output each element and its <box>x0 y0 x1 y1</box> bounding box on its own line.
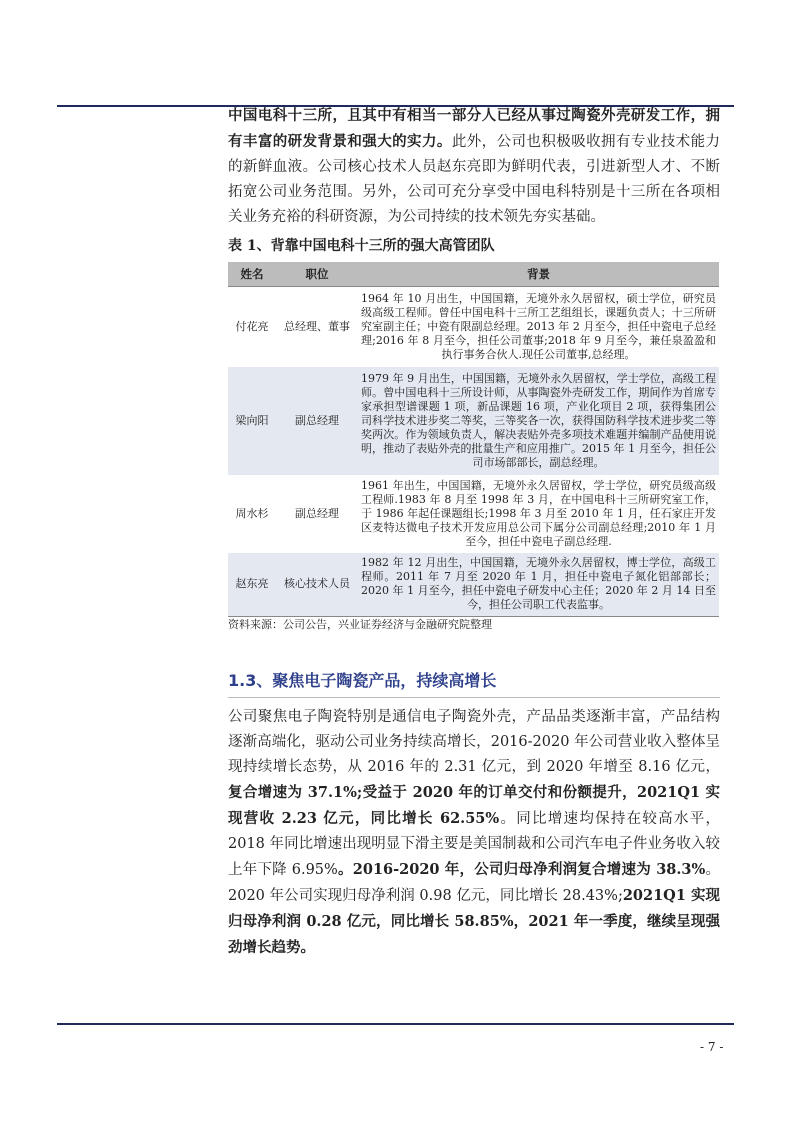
header-background: 背景 <box>358 262 719 287</box>
growth-text-3: 。2020 年公司实现归母净利润 0.98 亿元，同比增长 28.43%; <box>228 862 721 904</box>
table-caption: 表 1、背靠中国电科十三所的强大高管团队 <box>228 238 495 254</box>
growth-bold-2: 。2016-2020 年，公司归母净利润复合增速为 38.3% <box>337 861 706 878</box>
header-role: 职位 <box>276 262 358 287</box>
person-name: 付花亮 <box>235 319 269 333</box>
person-role: 核心技术人员 <box>276 553 358 617</box>
person-name: 周水杉 <box>235 506 269 520</box>
growth-bold-1: 复合增速为 37.1%;受益于 2020 年的订单交付和份额提升，2021Q1 实现营收 2.23 亿元，同比增长 62.55% <box>228 784 720 827</box>
table-row <box>228 287 719 367</box>
person-background: 1979 年 9 月出生，中国国籍，无境外永久居留权，学士学位，高级工程师。曾中国电科十三所设计师，从事陶瓷外壳研发工作，期间作为首席专家承担型谱课题 1 项，新品课题 16 项，产业化项目 2 项，获得集团公司科学技术进步奖二等奖，三等奖各一次，获得国防科学技术进步奖二等奖两次。作为领域负责人，解决表贴外壳多项技术难题并编制产品使用说明，推动了表贴外壳的批量生产和应用推广。2015 年 1 月至今，担任公司市场部部长，副总经理。 <box>358 367 719 475</box>
growth-paragraph <box>228 705 720 961</box>
intro-paragraph <box>228 103 720 230</box>
person-role: 副总经理 <box>295 506 339 520</box>
intro-bold: 中国电科十三所，且其中有相当一部分人已经从事过陶瓷外壳研发工作，拥有丰富的研发背景和强大的实力。 <box>228 107 720 150</box>
section-heading: 1.3、聚焦电子陶瓷产品，持续高增长 <box>228 671 497 690</box>
growth-text-1: 公司聚焦电子陶瓷特别是通信电子陶瓷外壳，产品品类逐渐丰富，产品结构逐渐高端化，驱动公司业务持续高增长，2016-2020 年公司营业收入整体呈现持续增长态势，从 2016 年的 2.31 亿元，到 2020 年增至 8.16 亿元， <box>228 709 720 775</box>
page-number: - 7 - <box>700 1040 724 1054</box>
person-role: 总经理、董事 <box>284 319 350 333</box>
person-name: 赵东亮 <box>228 553 276 617</box>
person-name: 梁向阳 <box>228 367 276 475</box>
table-row <box>228 367 719 475</box>
footer-rule <box>57 1023 734 1025</box>
person-background: 1964 年 10 月出生，中国国籍，无境外永久居留权，硕士学位，研究员级高级工程师。曾任中国电科十三所工艺组组长，课题负责人；十三所研究室副主任；中瓷有限副总经理。2013 年 2 月至今，担任中瓷电子总经理;2016 年 8 月至今，担任公司董事;2018 年 9 月至今，兼任泉盈盈和执行事务合伙人.现任公司董事,总经理。 <box>361 291 716 361</box>
person-background: 1961 年出生，中国国籍，无境外永久居留权，学士学位，研究员级高级工程师.1983 年 8 月至 1998 年 3 月，在中国电科十三所研究室工作，于 1986 年起任课题组长;1998 年 3 月至 2010 年 1 月，任石家庄开发区麦特达微电子技术开发应用总公司下属分公司副总经理;2010 年 1 月至今，担任中瓷电子副总经理. <box>361 478 716 548</box>
table-header-row <box>228 262 719 287</box>
intro-text: 此外，公司也积极吸收拥有专业技术能力的新鲜血液。公司核心技术人员赵东亮即为鲜明代表，引进新型人才、不断拓宽公司业务范围。另外，公司可充分享受中国电科特别是十三所在各项相关业务充裕的科研资源，为公司持续的技术领先夯实基础。 <box>228 134 720 225</box>
growth-bold-3: 2021Q1 实现归母净利润 0.28 亿元，同比增长 58.85%，2021 年一季度，继续呈现强劲增长趋势。 <box>228 887 721 956</box>
growth-text-2: 。同比增速均保持在较高水平，2018 年同比增速出现明显下滑主要是美国制裁和公司汽车电子件业务收入较上年下降 6.95% <box>228 811 720 878</box>
table-row <box>228 553 719 617</box>
management-team-table <box>228 262 719 617</box>
person-background: 1982 年 12 月出生，中国国籍，无境外永久居留权，博士学位，高级工程师。2011 年 7 月至 2020 年 1 月，担任中瓷电子氮化铝部部长；2020 年 1 月至今，担任中瓷电子研发中心主任；2020 年 2 月 14 日至今，担任公司职工代表监事。 <box>358 553 719 617</box>
table-source: 资料来源：公司公告，兴业证券经济与金融研究院整理 <box>228 618 492 631</box>
section-rule <box>228 697 720 698</box>
person-role: 副总经理 <box>276 367 358 475</box>
table-row <box>228 475 719 553</box>
header-name: 姓名 <box>228 262 276 287</box>
